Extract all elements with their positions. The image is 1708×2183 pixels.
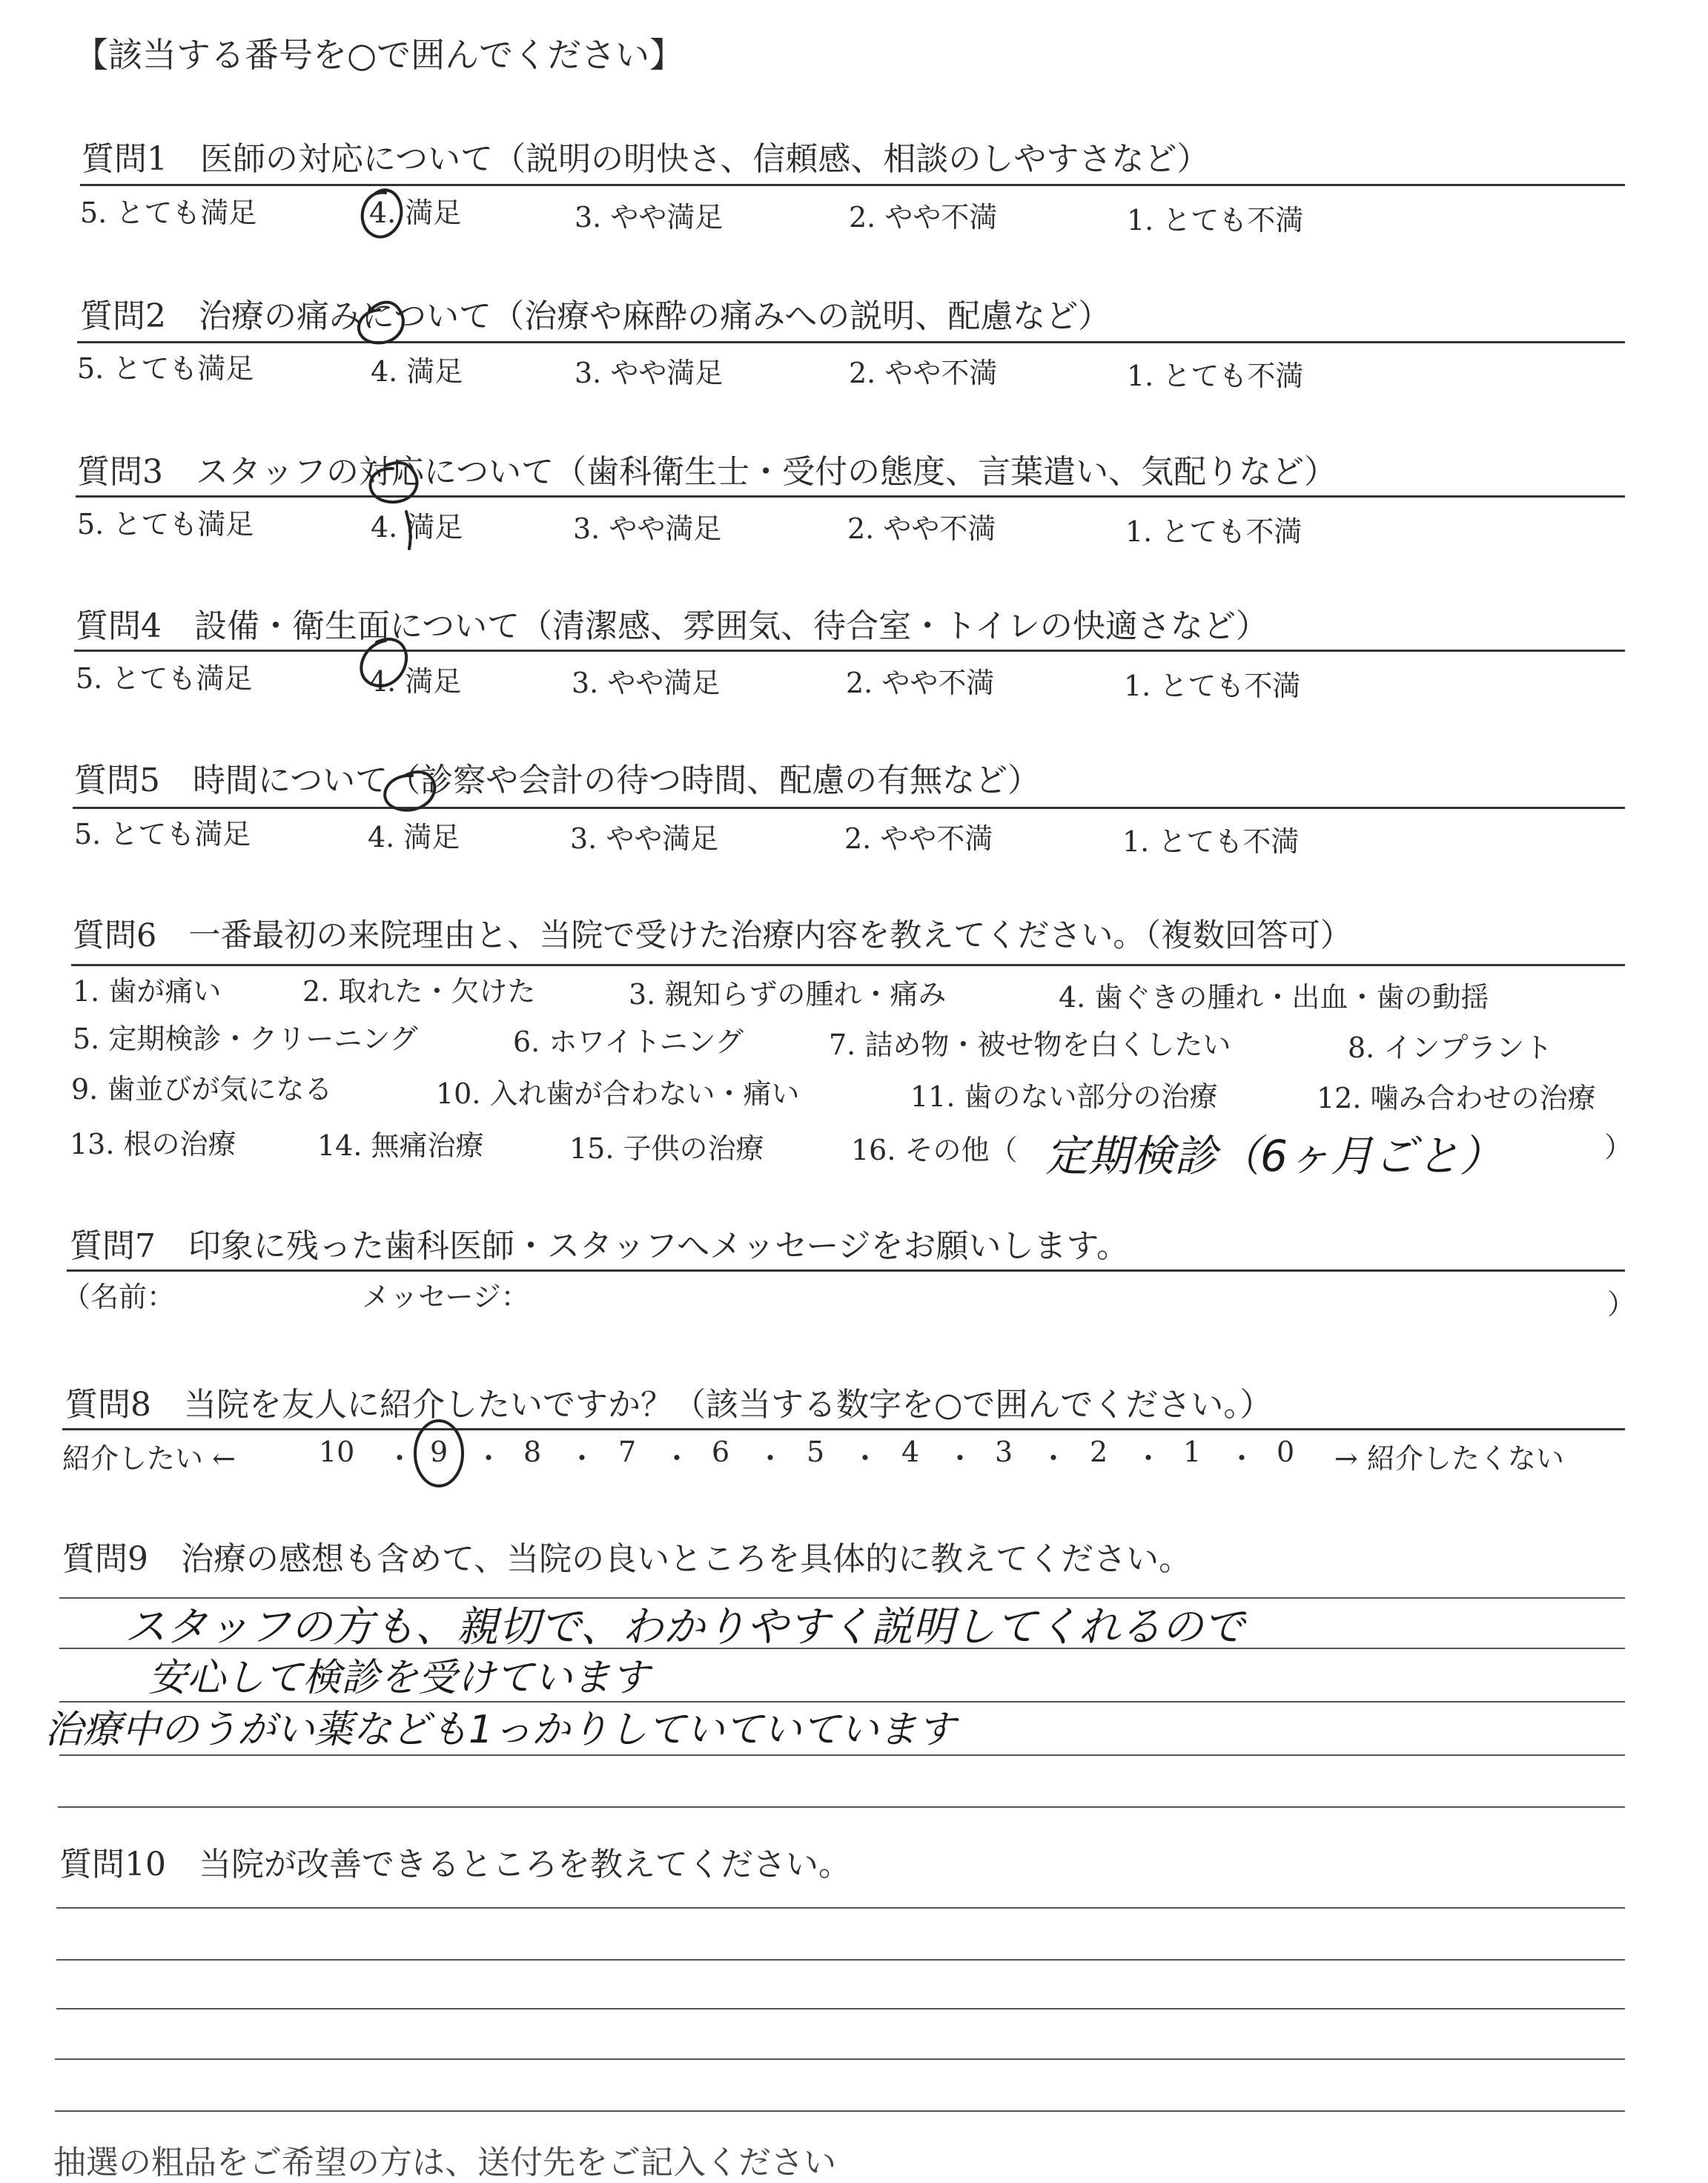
q5-option-4[interactable]: 4. 満足 (368, 821, 460, 853)
q6-item-1[interactable]: 1. 歯が痛い (73, 975, 222, 1008)
q2-option-2[interactable]: 2. やや不満 (849, 357, 998, 389)
q8-scale-2[interactable]: 2 (1090, 1436, 1108, 1468)
q6-item-16[interactable]: 16. その他（ (851, 1134, 1018, 1166)
q9-answer-line-3[interactable]: 治療中のうがい薬なども1っかりしていていています (44, 1708, 956, 1752)
q2-option-5[interactable]: 5. とても満足 (77, 352, 254, 385)
q8-scale-8[interactable]: 8 (523, 1436, 542, 1468)
q6-item-4[interactable]: 4. 歯ぐきの腫れ・出血・歯の動揺 (1059, 981, 1489, 1014)
q3-option-1[interactable]: 1. とても不満 (1125, 515, 1302, 548)
q6-item-8[interactable]: 8. インプラント (1348, 1031, 1553, 1064)
q5-option-2[interactable]: 2. やや不満 (844, 822, 993, 855)
q8-scale-dot: ・ (663, 1442, 692, 1475)
q8-scale-1[interactable]: 1 (1183, 1436, 1202, 1468)
question-7-label: 質問7 印象に残った歯科医師・スタッフへメッセージをお願いします。 (70, 1227, 1129, 1265)
q4-option-2[interactable]: 2. やや不満 (846, 667, 995, 699)
q8-scale-7[interactable]: 7 (618, 1436, 637, 1468)
q1-option-5[interactable]: 5. とても満足 (80, 196, 257, 229)
question-6-label: 質問6 一番最初の来院理由と、当院で受けた治療内容を教えてください。（複数回答可） (73, 917, 1352, 954)
q2-option-1[interactable]: 1. とても不満 (1127, 360, 1304, 392)
q5-option-5[interactable]: 5. とても満足 (74, 818, 251, 851)
q6-item-14[interactable]: 14. 無痛治療 (317, 1129, 484, 1162)
q6-item-9[interactable]: 9. 歯並びが気になる (71, 1073, 333, 1106)
q6-item-7[interactable]: 7. 詰め物・被せ物を白くしたい (829, 1028, 1231, 1061)
q3-option-5[interactable]: 5. とても満足 (77, 508, 254, 541)
q3-option-4[interactable]: 4. 満足 (371, 511, 463, 544)
q6-item-3[interactable]: 3. 親知らずの腫れ・痛み (629, 978, 947, 1011)
q8-scale-6[interactable]: 6 (712, 1436, 730, 1468)
q8-right-label: → 紹介したくない (1334, 1442, 1564, 1475)
q8-scale-dot: ・ (1134, 1442, 1163, 1475)
question-9-label: 質問9 治療の感想も含めて、当院の良いところを具体的に教えてください。 (62, 1540, 1192, 1578)
q6-item-12[interactable]: 12. 噛み合わせの治療 (1317, 1082, 1596, 1114)
q8-scale-dot: ・ (1228, 1442, 1257, 1475)
q3-selection-tail (406, 512, 411, 549)
q1-selection-circle (363, 190, 402, 237)
q8-scale-4[interactable]: 4 (901, 1436, 920, 1468)
q8-left-label: 紹介したい ← (62, 1442, 236, 1475)
q5-selection-circle (385, 772, 434, 810)
q1-option-2[interactable]: 2. やや不満 (849, 201, 998, 234)
q6-item-13[interactable]: 13. 根の治療 (70, 1128, 236, 1160)
footer-note: 抽選の粗品をご希望の方は、送付先をご記入ください (53, 2144, 836, 2182)
q9-answer-line-2[interactable]: 安心して検診を受けています (148, 1656, 650, 1700)
q6-item-11[interactable]: 11. 歯のない部分の治療 (910, 1080, 1218, 1113)
q1-option-4[interactable]: 4. 満足 (369, 196, 462, 229)
question-2-label: 質問2 治療の痛みについて（治療や麻酔の痛みへの説明、配慮など） (80, 297, 1111, 335)
page-title: 【該当する番号を○で囲んでください】 (74, 35, 684, 75)
q6-item-5[interactable]: 5. 定期検診・クリーニング (73, 1023, 418, 1055)
q2-selection-circle (359, 303, 403, 343)
q9-answer-line-1[interactable]: スタッフの方も、親切で、わかりやすく説明してくれるので (125, 1603, 1245, 1651)
q8-scale-5[interactable]: 5 (807, 1436, 825, 1468)
q6-item-6[interactable]: 6. ホワイトニング (513, 1026, 744, 1058)
q1-option-3[interactable]: 3. やや満足 (575, 201, 724, 234)
q8-scale-dot: ・ (474, 1442, 503, 1475)
q2-option-4[interactable]: 4. 満足 (371, 355, 463, 388)
q8-scale-3[interactable]: 3 (995, 1436, 1013, 1468)
question-10-label: 質問10 当院が改善できるところを教えてください。 (59, 1846, 851, 1883)
q6-item-10[interactable]: 10. 入れ歯が合わない・痛い (436, 1077, 800, 1110)
q7-close: ） (1607, 1288, 1636, 1321)
q7-message-label: メッセージ： (362, 1281, 529, 1313)
q4-option-4[interactable]: 4. 満足 (369, 665, 462, 698)
q3-selection-circle (370, 463, 417, 502)
q4-option-1[interactable]: 1. とても不満 (1124, 670, 1301, 702)
q6-other-answer[interactable]: 定期検診（6ヶ月ごと） (1045, 1131, 1503, 1181)
q6-item-2[interactable]: 2. 取れた・欠けた (302, 975, 536, 1008)
q6-other-close: ） (1604, 1131, 1633, 1163)
question-8-label: 質問8 当院を友人に紹介したいですか？（該当する数字を○で囲んでください。） (65, 1386, 1273, 1424)
q1-option-1[interactable]: 1. とても不満 (1127, 204, 1304, 237)
q3-option-2[interactable]: 2. やや不満 (847, 512, 996, 545)
q4-option-3[interactable]: 3. やや満足 (572, 667, 721, 699)
q8-scale-9[interactable]: 9 (430, 1436, 448, 1468)
q8-scale-dot: ・ (851, 1442, 880, 1475)
q7-name-label: （名前： (62, 1281, 176, 1313)
q8-scale-dot: ・ (385, 1442, 414, 1475)
q8-selection-circle (415, 1421, 463, 1486)
q2-option-3[interactable]: 3. やや満足 (575, 357, 724, 389)
q3-option-3[interactable]: 3. やや満足 (573, 512, 722, 545)
q8-scale-dot: ・ (568, 1442, 597, 1475)
question-5-label: 質問5 時間について（診察や会計の待つ時間、配慮の有無など） (74, 762, 1041, 799)
q6-item-15[interactable]: 15. 子供の治療 (569, 1132, 764, 1165)
q8-scale-0[interactable]: 0 (1277, 1436, 1295, 1468)
q8-scale-dot: ・ (1039, 1442, 1068, 1475)
q4-selection-circle (361, 639, 406, 686)
question-3-label: 質問3 スタッフの対応について（歯科衛生士・受付の態度、言葉遣い、気配りなど） (77, 453, 1337, 491)
q4-option-5[interactable]: 5. とても満足 (76, 662, 253, 695)
q8-scale-dot: ・ (756, 1442, 785, 1475)
question-4-label: 質問4 設備・衛生面について（清潔感、雰囲気、待合室・トイレの快適さなど） (76, 607, 1268, 645)
q8-scale-10[interactable]: 10 (319, 1436, 355, 1468)
q8-scale-dot: ・ (946, 1442, 975, 1475)
question-1-label: 質問1 医師の対応について（説明の明快さ、信頼感、相談のしやすさなど） (82, 140, 1210, 178)
q5-option-3[interactable]: 3. やや満足 (570, 822, 719, 855)
q5-option-1[interactable]: 1. とても不満 (1122, 825, 1300, 858)
